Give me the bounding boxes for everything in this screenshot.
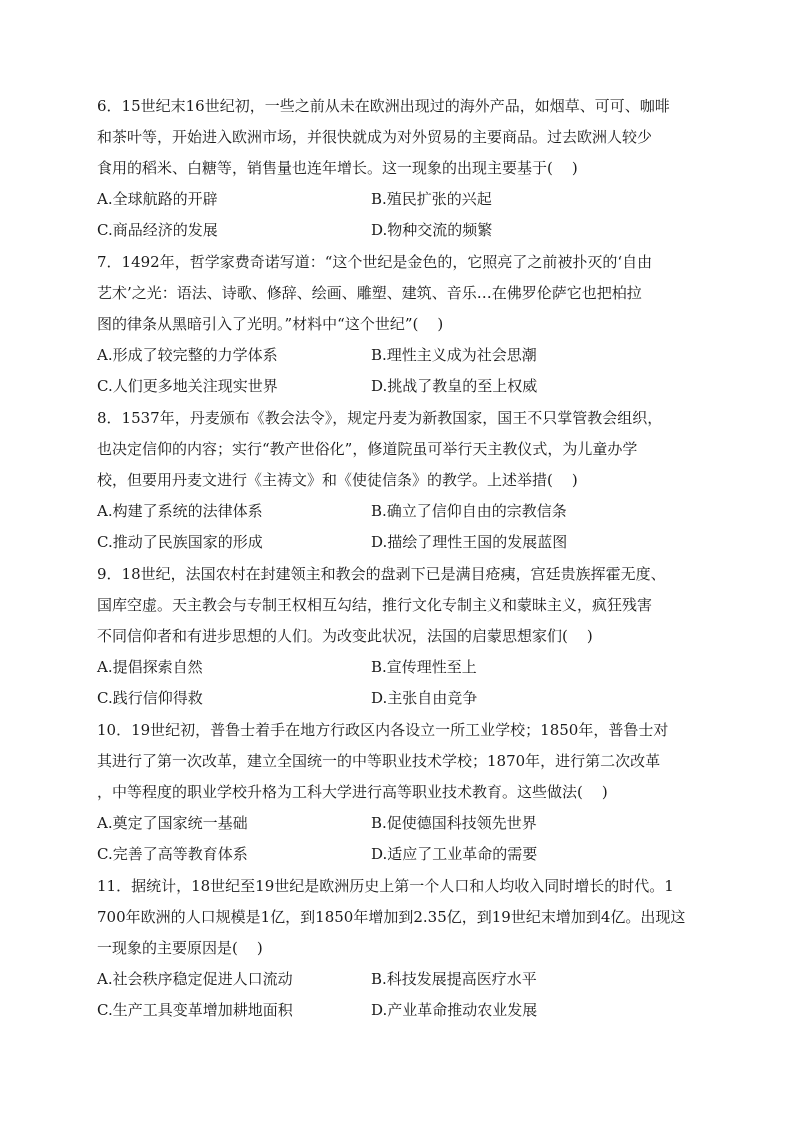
options-row bbox=[97, 995, 697, 1026]
option-b: B.殖民扩张的兴起 bbox=[371, 190, 492, 208]
option-d: D.挑战了教皇的至上权威 bbox=[371, 377, 538, 395]
option-a: A.构建了系统的法律体系 bbox=[97, 502, 263, 520]
option-d: D.描绘了理性王国的发展蓝图 bbox=[371, 533, 568, 551]
option-c: C.商品经济的发展 bbox=[97, 221, 218, 239]
option-a: A.形成了较完整的力学体系 bbox=[97, 346, 278, 364]
options-row bbox=[97, 340, 697, 371]
options-row bbox=[97, 808, 697, 839]
question-stem: 10．19世纪初，普鲁士着手在地方行政区内各设立一所工业学校；1850年，普鲁士对 其进行了第一次改革，建立全国统一的中等职业技术学校；1870年，进行第二次改革 ，中等程度的职业学校升格为工科大学进行高等职业技术教育。这些做法( ) bbox=[97, 721, 669, 801]
option-c: C.践行信仰得救 bbox=[97, 689, 203, 707]
options-row bbox=[97, 371, 697, 402]
question-9 bbox=[97, 559, 697, 714]
option-b: B.理性主义成为社会思潮 bbox=[371, 346, 537, 364]
option-d: D.物种交流的频繁 bbox=[371, 221, 493, 239]
option-a: A.提倡探索自然 bbox=[97, 658, 203, 676]
option-c: C.完善了高等教育体系 bbox=[97, 845, 248, 863]
question-stem: 9．18世纪，法国农村在封建领主和教会的盘剥下已是满目疮痍，宫廷贵族挥霍无度、 国库空虚。天主教会与专制王权相互勾结，推行文化专制主义和蒙昧主义，疯狂残害 不同信仰者和有进步思想的人们。为改变此状况，法国的启蒙思想家们( ) bbox=[97, 565, 666, 645]
options-row bbox=[97, 964, 697, 995]
option-d: D.主张自由竞争 bbox=[371, 689, 478, 707]
question-8 bbox=[97, 403, 697, 558]
question-11 bbox=[97, 871, 697, 1026]
question-stem: 6．15世纪末16世纪初，一些之前从未在欧洲出现过的海外产品，如烟草、可可、咖啡 和茶叶等，开始进入欧洲市场，并很快就成为对外贸易的主要商品。过去欧洲人较少 食用的稻米、白糖等，销售量也连年增长。这一现象的出现主要基于( ) bbox=[97, 97, 670, 177]
option-c: C.生产工具变革增加耕地面积 bbox=[97, 1001, 293, 1019]
option-b: B.促使德国科技领先世界 bbox=[371, 814, 537, 832]
options-row bbox=[97, 683, 697, 714]
question-6 bbox=[97, 91, 697, 246]
question-stem: 8．1537年，丹麦颁布《教会法令》，规定丹麦为新教国家，国王不只掌管教会组织， 也决定信仰的内容；实行“教产世俗化”，修道院虽可举行天主教仪式，为儿童办学 校，但要用丹麦文进行《主祷文》和《使徒信条》的教学。上述举措( ) bbox=[97, 409, 663, 489]
option-d: D.适应了工业革命的需要 bbox=[371, 845, 538, 863]
options-row bbox=[97, 215, 697, 246]
question-7 bbox=[97, 247, 697, 402]
option-b: B.科技发展提高医疗水平 bbox=[371, 970, 537, 988]
options-row bbox=[97, 527, 697, 558]
option-c: C.人们更多地关注现实世界 bbox=[97, 377, 278, 395]
options-row bbox=[97, 839, 697, 870]
option-b: B.宣传理性至上 bbox=[371, 658, 477, 676]
option-b: B.确立了信仰自由的宗教信条 bbox=[371, 502, 567, 520]
option-d: D.产业革命推动农业发展 bbox=[371, 1001, 538, 1019]
option-c: C.推动了民族国家的形成 bbox=[97, 533, 263, 551]
option-a: A.全球航路的开辟 bbox=[97, 190, 218, 208]
question-10 bbox=[97, 715, 697, 870]
options-row bbox=[97, 652, 697, 683]
options-row bbox=[97, 184, 697, 215]
option-a: A.社会秩序稳定促进人口流动 bbox=[97, 970, 293, 988]
question-stem: 7．1492年，哲学家费奇诺写道：“这个世纪是金色的，它照亮了之前被扑灭的‘自由 艺术’之光：语法、诗歌、修辞、绘画、雕塑、建筑、音乐…在佛罗伦萨它也把柏拉 图的律条从黑暗引入了光明。”材料中“这个世纪”( ) bbox=[97, 253, 653, 333]
options-row bbox=[97, 496, 697, 527]
option-a: A.奠定了国家统一基础 bbox=[97, 814, 248, 832]
question-stem: 11．据统计，18世纪至19世纪是欧洲历史上第一个人口和人均收入同时增长的时代。1 700年欧洲的人口规模是1亿，到1850年增加到2.35亿，到19世纪末增加到4亿。出现这 一现象的主要原因是( ) bbox=[97, 877, 686, 957]
